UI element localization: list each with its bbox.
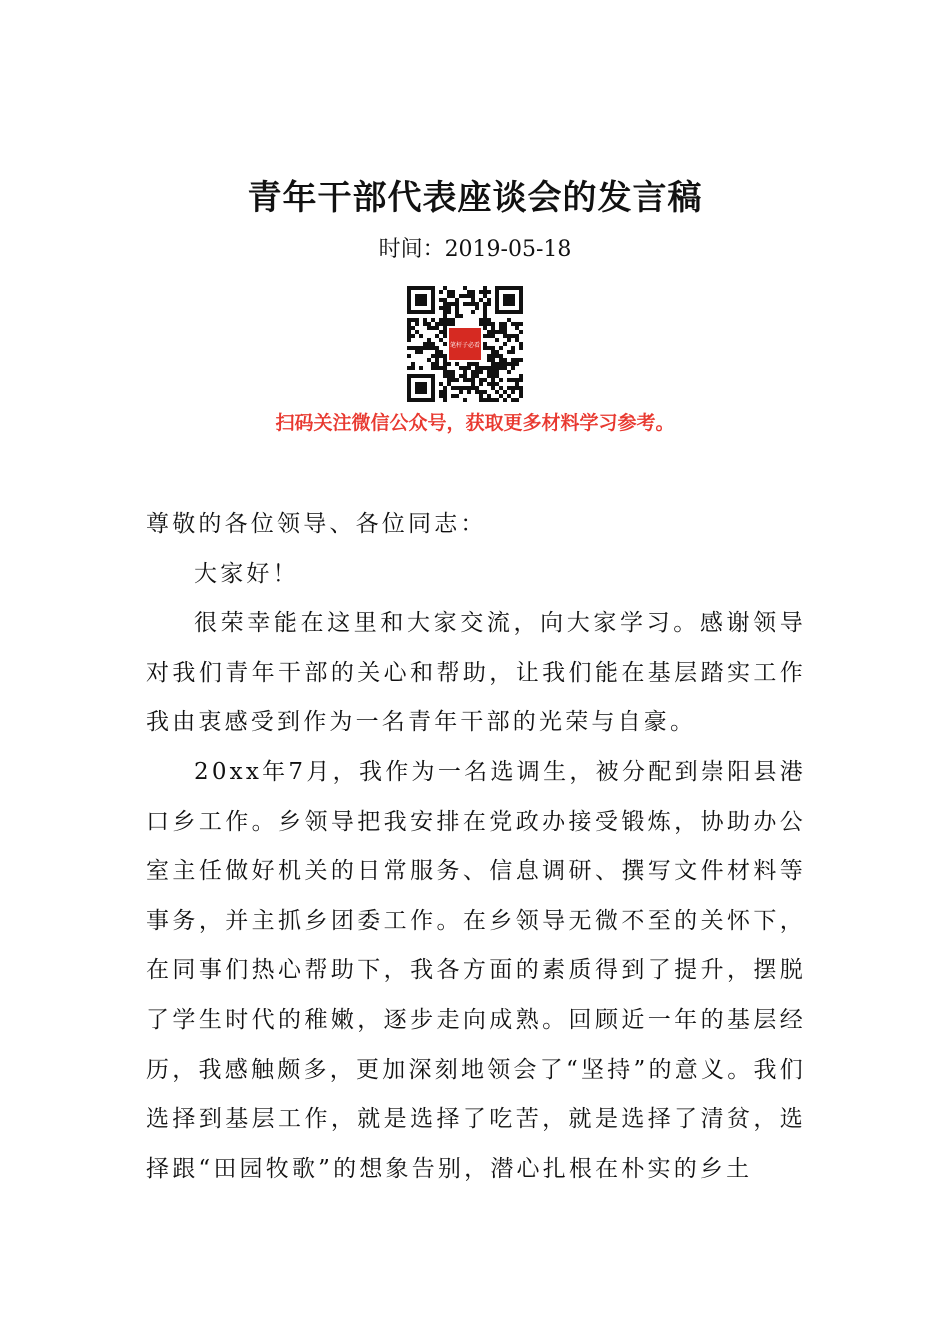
document-body <box>146 500 806 1194</box>
greeting: 大家好！ <box>194 560 299 587</box>
qr-code-graphic <box>407 286 523 402</box>
qr-caption: 扫码关注微信公众号，获取更多材料学习参考。 <box>275 412 675 434</box>
paragraph: 很荣幸能在这里和大家交流，向大家学习。感谢领导对我们青年干部的关心和帮助，让我们能在基层踏实工作我由衷感受到作为一名青年干部的光荣与自豪。 <box>146 610 806 736</box>
qr-logo-text: 笔杆子必看 <box>449 342 481 349</box>
document-date: 时间：2019-05-18 <box>378 237 572 262</box>
paragraph: 20xx年7月，我作为一名选调生，被分配到崇阳县港口乡工作。乡领导把我安排在党政办接受锻炼，协助办公室主任做好机关的日常服务、信息调研、撰写文件材料等事务，并主抓乡团委工作。在乡领导无微不至的关怀下，在同事们热心帮助下，我各方面的素质得到了提升，摆脱了学生时代的稚嫩，逐步走向成熟。回顾近一年的基层经历，我感触颇多，更加深刻地领会了“坚持”的意义。我们选择到基层工作，就是选择了吃苦，就是选择了清贫，选择跟“田园牧歌”的想象告别，潜心扎根在朴实的乡土 <box>146 758 806 1182</box>
qr-code-image <box>407 286 523 402</box>
salutation: 尊敬的各位领导、各位同志： <box>146 511 487 537</box>
document-title: 青年干部代表座谈会的发言稿 <box>247 178 703 218</box>
